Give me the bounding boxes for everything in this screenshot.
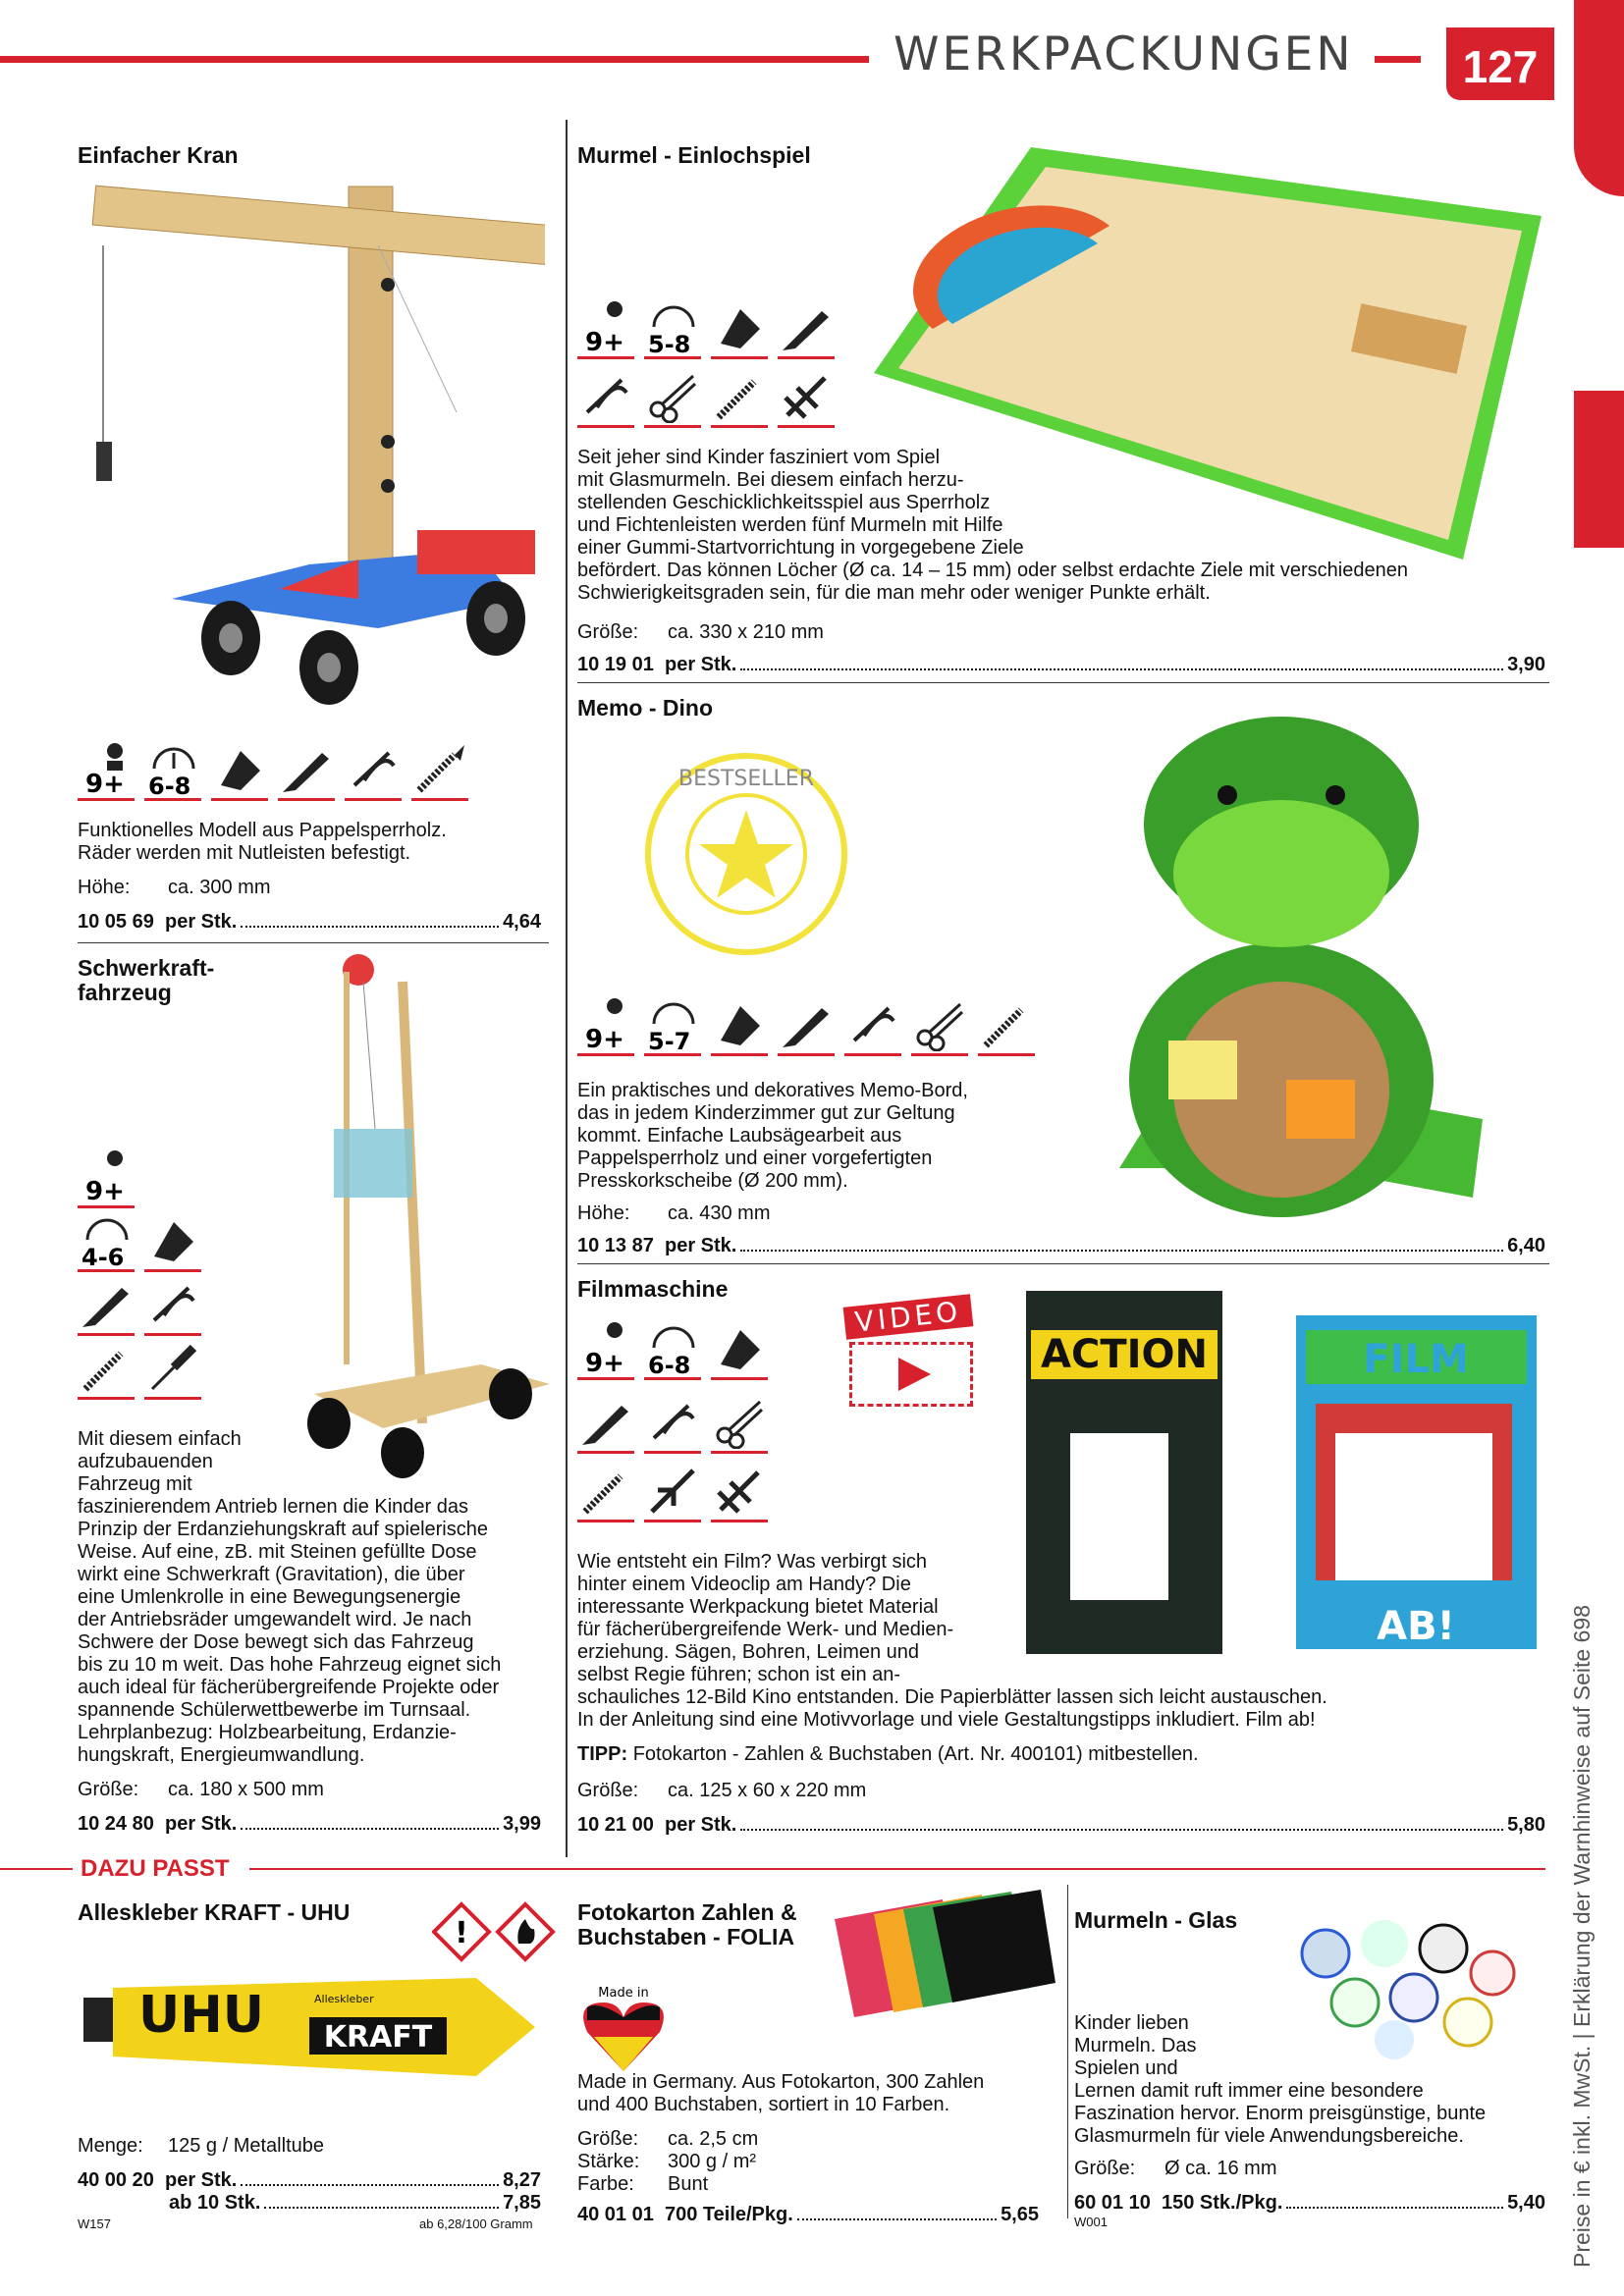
svg-text:FILM: FILM [1363,1337,1469,1382]
memo-icons [577,996,1035,1056]
saw-icon [844,996,901,1056]
dazu-heading: DAZU PASST [81,1855,230,1882]
age-icon [78,1148,135,1208]
hazard-icons [432,1899,569,1968]
schwer-icons-3 [78,1276,201,1336]
time-icon [644,996,701,1056]
memo-title: Memo - Dino [577,695,713,721]
svg-text:Alleskleber: Alleskleber [314,1993,374,2005]
murmel-title: Murmel - Einlochspiel [577,142,811,168]
file-icon [978,996,1035,1056]
svg-text:6-8: 6-8 [148,773,191,796]
glas-code: W001 [1074,2215,1108,2229]
film-title: Filmmaschine [577,1276,729,1302]
murmel-desc: Seit jeher sind Kinder fasziniert vom Spiel mit Glasmurmeln. Bei diesem einfach herzu- stellenden Geschicklichkeitsspiel aus Sperrholz und Fichtenleisten werden fünf Murmeln mit Hilfe einer Gummi-Startvorrichtung in vorgegebene Ziele befördert. Das können Löcher (Ø ca. 14 – 15 mm) oder selbst erdachte Ziele mit verschiedenen Schwierigkeitsgraden sein, für die man mehr oder weniger Punkte erhält. [577,447,1408,604]
murmel-icons-2 [577,368,835,428]
saw-icon [345,741,402,801]
age-icon [78,741,135,801]
film-desc: Wie entsteht ein Film? Was verbirgt sich hinter einem Videoclip am Handy? Die interessante Werkpackung bietet Material für fächerübergreifende Werk- und Medien- erziehung. Sägen, Bohren, Leimen und selbst Regie führen; schon ist ein an- schauliches 12-Bild Kino entstanden. Die Papierblätter lassen sich leicht austauschen. In der Anleitung sind eine Motivvorlage und viele Gestaltungstipps inkludiert. Film ab! [577,1551,1327,1731]
schwer-icons-1 [78,1148,135,1208]
memo-price-row: 10 13 87 per Stk. 6,40 [577,1235,1545,1256]
film-price-row: 10 21 00 per Stk. 5,80 [577,1814,1545,1836]
uhu-base-price: ab 6,28/100 Gramm [419,2216,533,2231]
glas-desc: Kinder lieben Murmeln. Das Spielen und Lernen damit ruft immer eine besondere Faszination hervor. Enorm preisgünstige, bunte Glasmurmeln für viele Anwendungsbereiche. [1074,2012,1487,2147]
svg-text:BESTSELLER: BESTSELLER [678,767,814,791]
svg-text:5-7: 5-7 [648,1028,691,1051]
film-icons-1 [577,1320,768,1380]
svg-text:4-6: 4-6 [81,1244,125,1267]
schwer-price-row: 10 24 80 per Stk. 3,99 [78,1813,541,1835]
sandpaper-icon [711,299,768,359]
video-label: VIDEO [843,1294,974,1339]
glas-price-row: 60 01 10 150 Stk./Pkg. 5,40 [1074,2192,1545,2214]
file-icon [711,368,768,428]
svg-text:9+: 9+ [585,328,624,354]
foto-image [795,1890,1060,2056]
kran-desc-1: Funktionelles Modell aus Pappelsperrholz. [78,820,447,841]
divider [78,942,549,943]
clamp-icon [778,368,835,428]
divider [577,682,1549,683]
uhu-image [83,1973,545,2081]
clamp-icon [711,1463,768,1522]
bestseller-badge [638,746,854,962]
svg-text:UHU: UHU [138,1986,264,2045]
svg-text:6-8: 6-8 [648,1352,691,1375]
murmel-price-row: 10 19 01 per Stk. 3,90 [577,654,1545,675]
uhu-code: W157 [78,2216,111,2231]
kran-desc-2: Räder werden mit Nutleisten befestigt. [78,842,411,864]
video-badge[interactable] [844,1295,982,1409]
kran-image [83,177,545,726]
uhu-price-row-2: ab 10 Stk. 7,85 [169,2192,541,2214]
column-divider-2 [1067,1885,1068,2218]
flame-hazard-icon [498,1904,553,1959]
sandpaper-icon [211,741,268,801]
memo-image [1060,707,1542,1227]
murmel-size: Größe: ca. 330 x 210 mm [577,621,824,643]
svg-text:9+: 9+ [85,770,125,796]
foto-desc: Made in Germany. Aus Fotokarton, 300 Zahlen und 400 Buchstaben, sortiert in 10 Farben. [577,2071,985,2115]
time-icon [144,741,201,801]
svg-text:!: ! [455,1916,468,1950]
foto-price-row: 40 01 01 700 Teile/Pkg. 5,65 [577,2204,1039,2225]
side-note: Preise in € inkl. MwSt. | Erklärung der Warnhinweise auf Seite 698 [1569,1605,1595,2268]
scissors-icon [711,1394,768,1454]
schwer-icons-4 [78,1340,201,1400]
edge-tab-top [1574,0,1624,196]
saw-icon [644,1394,701,1454]
film-icons-3 [577,1463,768,1522]
kran-icons [78,741,468,801]
svg-text:Made in: Made in [598,1986,649,2001]
schwer-title-1: Schwerkraft- [78,955,215,981]
time-icon [644,299,701,359]
uhu-title: Alleskleber KRAFT - UHU [78,1899,351,1925]
svg-text:9+: 9+ [585,1349,624,1375]
pliers-icon [644,1463,701,1522]
schwer-size: Größe: ca. 180 x 500 mm [78,1779,324,1800]
section-title: WERKPACKUNGEN [893,27,1354,81]
page-number: 127 [1446,27,1554,100]
foto-title-1: Fotokarton Zahlen & [577,1899,797,1925]
foto-title-2: Buchstaben - FOLIA [577,1924,795,1949]
age-icon [577,1320,634,1380]
svg-text:AB!: AB! [1377,1604,1455,1649]
saw-icon [144,1276,201,1336]
glue-icon [278,741,335,801]
sandpaper-icon [144,1212,201,1272]
glue-icon [78,1276,135,1336]
murmel-icons-1 [577,299,835,359]
file-icon [78,1340,135,1400]
glas-size: Größe: Ø ca. 16 mm [1074,2158,1277,2179]
foto-specs: Größe: ca. 2,5 cm Stärke: 300 g / m² Farbe: Bunt [577,2128,759,2195]
glue-icon [577,1394,634,1454]
header-rule-right [1375,56,1421,63]
scissors-icon [911,996,968,1056]
schwer-image [295,952,560,1482]
svg-text:9+: 9+ [85,1177,125,1203]
glue-icon [778,299,835,359]
file-icon [577,1463,634,1522]
film-tip: TIPP: Fotokarton - Zahlen & Buchstaben (Art. Nr. 400101) mitbestellen. [577,1743,1199,1765]
kran-price-row: 10 05 69 per Stk. 4,64 [78,911,541,933]
svg-text:ACTION: ACTION [1041,1332,1208,1377]
memo-size: Höhe: ca. 430 mm [577,1202,771,1224]
scissors-icon [644,368,701,428]
glas-title: Murmeln - Glas [1074,1907,1238,1933]
header-rule-left [0,56,869,63]
germany-heart-icon [579,1983,668,2076]
divider [577,1263,1549,1264]
file-icon [411,741,468,801]
glue-icon [778,996,835,1056]
edge-tab-marker [1574,391,1624,548]
memo-desc: Ein praktisches und dekoratives Memo-Bord, das in jedem Kinderzimmer gut zur Geltung kommt. Einfache Laubsägearbeit aus Pappelsperrholz und einer vorgefertigten Presskorkscheibe (Ø 200 mm). [577,1080,968,1192]
kran-title: Einfacher Kran [78,142,239,168]
age-icon [577,996,634,1056]
kran-size: Höhe: ca. 300 mm [78,877,271,898]
sandpaper-icon [711,1320,768,1380]
time-icon [644,1320,701,1380]
svg-text:KRAFT: KRAFT [323,2020,433,2055]
uhu-qty: Menge: 125 g / Metalltube [78,2135,324,2157]
saw-icon [577,368,634,428]
time-icon [78,1212,135,1272]
schwer-desc: Mit diesem einfach aufzubauenden Fahrzeug mit faszinierendem Antrieb lernen die Kinder das Prinzip der Erdanziehungskraft auf spielerische Weise. Auf eine, zB. mit Steinen gefüllte Dose wirkt eine Schwerkraft (Gravitation), die über eine Umlenkrolle in eine Bewegungsenergie der Antriebsräder umgewandelt wird. Je nach Schwere der Dose bewegt sich das Fahrzeug bis zu 10 m weit. Das hohe Fahrzeug eignet sich auch ideal für fächerübergreifende Projekte oder spannende Schülerwettbewerbe im Turnsaal. Lehrplanbezug: Holzbearbeitung, Erdanzie- hungskraft, Energieumwandlung. [78,1428,502,1766]
uhu-price-row: 40 00 20 per Stk. 8,27 [78,2169,541,2191]
svg-text:5-8: 5-8 [648,331,691,354]
schwer-icons-2 [78,1212,201,1272]
age-icon [577,299,634,359]
exclamation-hazard-icon [434,1904,489,1959]
svg-text:9+: 9+ [585,1025,624,1051]
screwdriver-icon [144,1340,201,1400]
film-icons-2 [577,1394,768,1454]
column-divider [566,120,568,1857]
film-size: Größe: ca. 125 x 60 x 220 mm [577,1780,867,1801]
schwer-title-2: fahrzeug [78,980,172,1005]
sandpaper-icon [711,996,768,1056]
play-icon [893,1355,933,1394]
